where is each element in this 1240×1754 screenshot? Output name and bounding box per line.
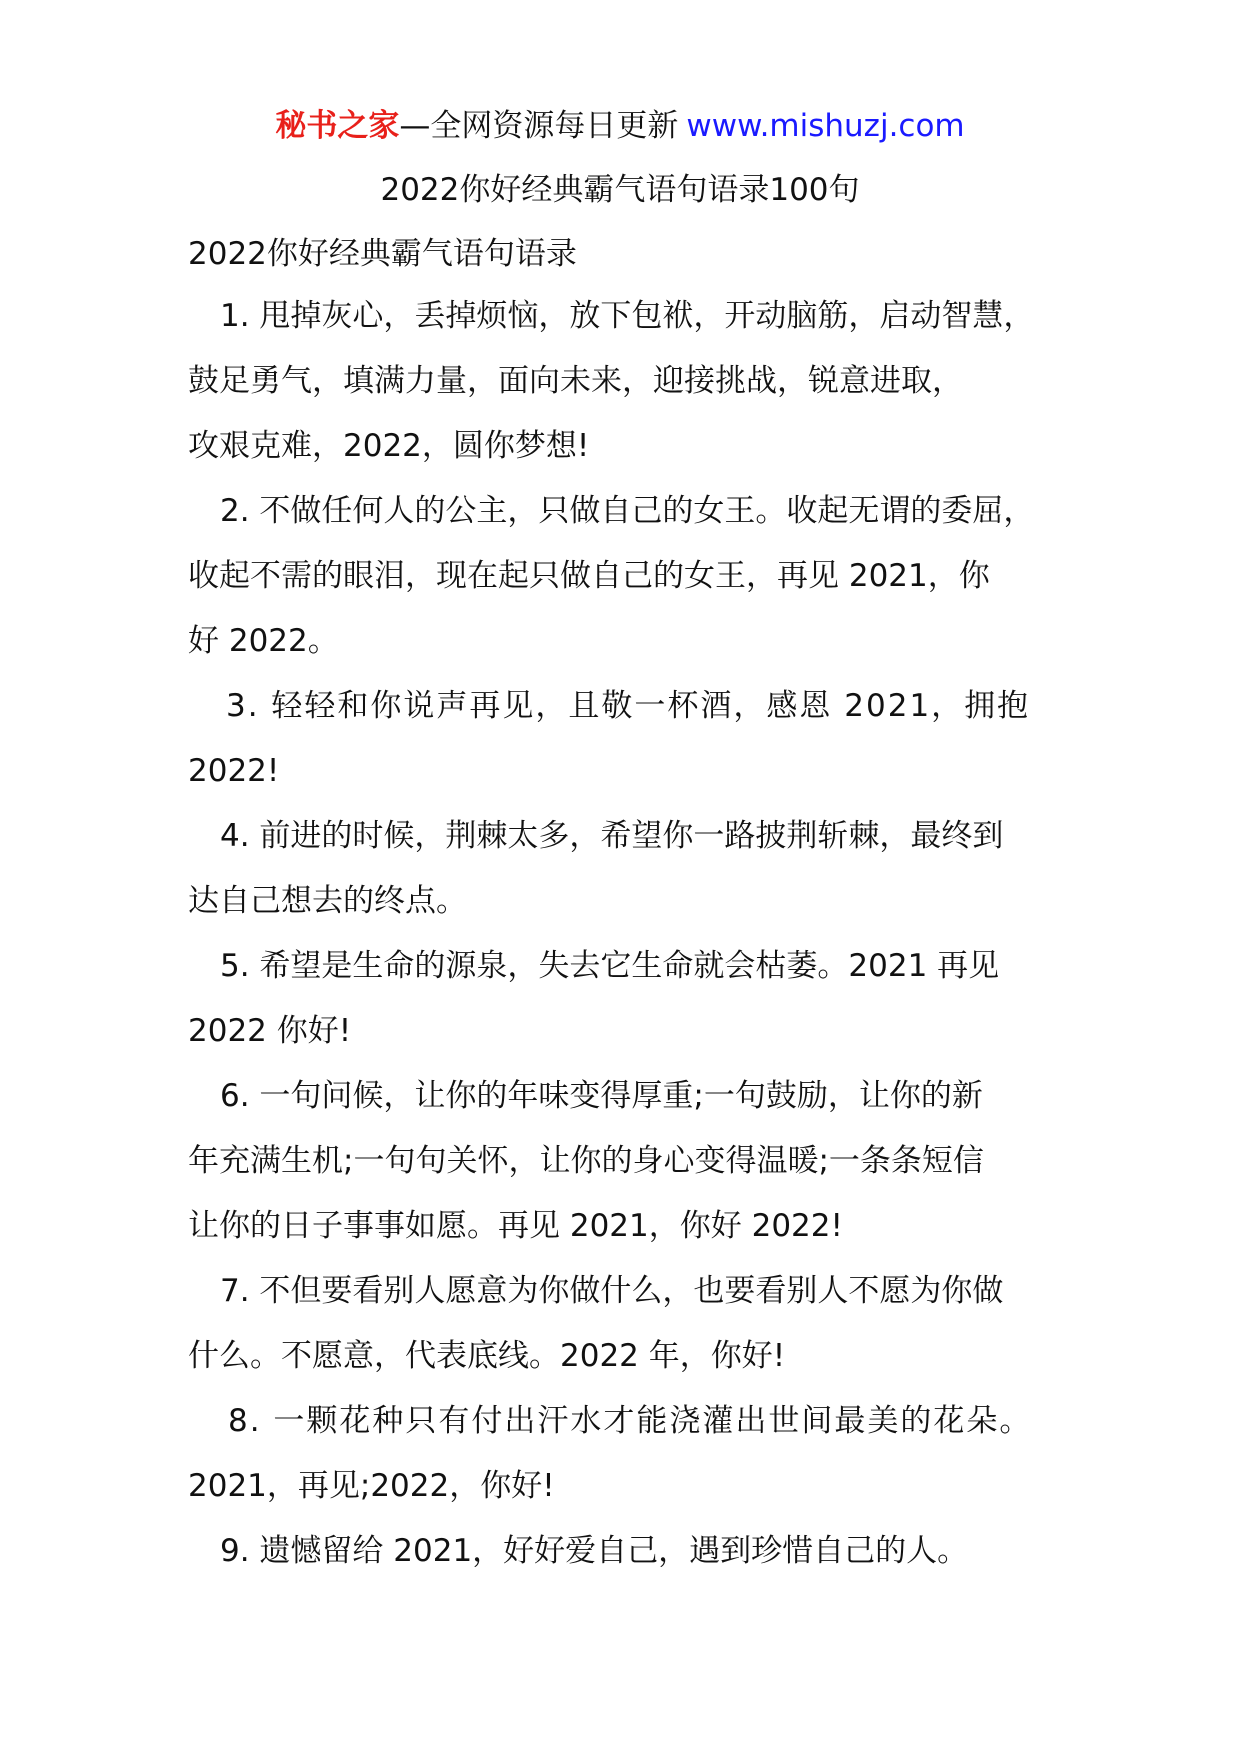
text-line: 6. 一句问候，让你的年味变得厚重;一句鼓励，让你的新 — [220, 1078, 983, 1114]
text-line: 收起不需的眼泪，现在起只做自己的女王，再见 2021，你 — [188, 558, 990, 594]
text-line: 好 2022。 — [188, 623, 339, 659]
document-subtitle: 2022你好经典霸气语句语录 — [188, 236, 577, 272]
text-line: 3. 轻轻和你说声再见，且敬一杯酒，感恩 2021，拥抱 — [226, 688, 1031, 724]
text-line: 1. 甩掉灰心，丢掉烦恼，放下包袱，开动脑筋，启动智慧， — [220, 298, 1035, 334]
site-header — [0, 104, 1240, 148]
site-tagline: —全网资源每日更新 — [399, 108, 679, 144]
text-line: 8. 一颗花种只有付出汗水才能浇灌出世间最美的花朵。 — [228, 1403, 1033, 1439]
text-line: 年充满生机;一句句关怀，让你的身心变得温暖;一条条短信 — [188, 1143, 984, 1179]
text-line: 2. 不做任何人的公主，只做自己的女王。收起无谓的委屈， — [220, 493, 1035, 529]
text-line: 4. 前进的时候，荆棘太多，希望你一路披荆斩棘，最终到 — [220, 818, 1004, 854]
document-body — [188, 294, 1058, 1594]
text-line: 5. 希望是生命的源泉，失去它生命就会枯萎。2021 再见 — [220, 948, 1000, 984]
text-line: 2022 你好! — [188, 1013, 352, 1049]
document-title: 2022你好经典霸气语句语录100句 — [380, 172, 860, 208]
text-line: 9. 遗憾留给 2021，好好爱自己，遇到珍惜自己的人。 — [220, 1533, 969, 1569]
text-line: 2022! — [188, 753, 280, 789]
text-line: 攻艰克难，2022，圆你梦想! — [188, 428, 590, 464]
text-line: 让你的日子事事如愿。再见 2021，你好 2022! — [188, 1208, 843, 1244]
text-line: 什么。不愿意，代表底线。2022 年，你好! — [188, 1338, 786, 1374]
site-url-link[interactable]: www.mishuzj.com — [686, 108, 965, 144]
text-line: 达自己想去的终点。 — [188, 883, 467, 919]
text-line: 鼓足勇气，填满力量，面向未来，迎接挑战，锐意进取， — [188, 363, 963, 399]
site-name: 秘书之家 — [275, 108, 400, 144]
text-line: 7. 不但要看别人愿意为你做什么，也要看别人不愿为你做 — [220, 1273, 1004, 1309]
text-line: 2021，再见;2022，你好! — [188, 1468, 555, 1504]
